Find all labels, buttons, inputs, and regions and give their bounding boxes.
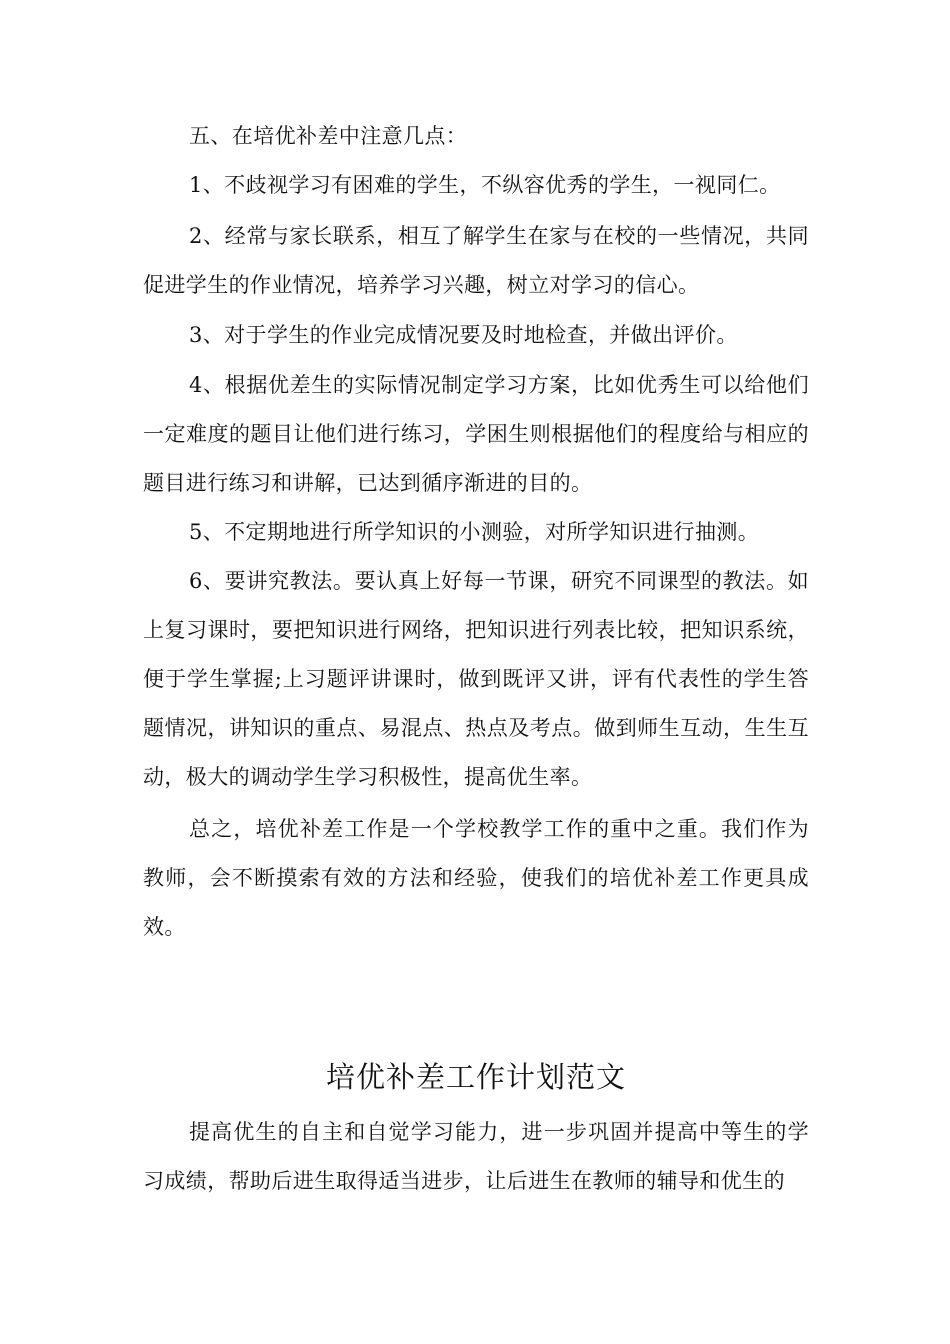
point-4: 4、根据优差生的实际情况制定学习方案，比如优秀生可以给他们一定难度的题目让他们进行练习，学困生则根据他们的程度给与相应的题目进行练习和讲解，已达到循序渐进的目的。 xyxy=(143,373,809,495)
point-6: 6、要讲究教法。要认真上好每一节课，研究不同课型的教法。如上复习课时，要把知识进行网络，把知识进行列表比较，把知识系统，便于学生掌握;上习题评讲课时，做到既评又讲，评有代表性的学生答题情况，讲知识的重点、易混点、热点及考点。做到师生互动，生生互动，极大的调动学生学习积极性，提高优生率。 xyxy=(143,569,809,789)
next-intro-paragraph: 提高优生的自主和自觉学习能力，进一步巩固并提高中等生的学习成绩，帮助后进生取得适当进步，让后进生在教师的辅导和优生的 xyxy=(143,1120,809,1193)
next-document-title: 培优补差工作计划范文 xyxy=(325,1060,626,1094)
section-heading: 五、在培优补差中注意几点： xyxy=(189,124,468,148)
point-5: 5、不定期地进行所学知识的小测验，对所学知识进行抽测。 xyxy=(189,520,760,544)
conclusion-paragraph: 总之，培优补差工作是一个学校教学工作的重中之重。我们作为教师，会不断摸索有效的方法和经验，使我们的培优补差工作更具成效。 xyxy=(143,817,809,939)
point-3: 3、对于学生的作业完成情况要及时地检查，并做出评价。 xyxy=(189,323,738,347)
point-2: 2、经常与家长联系，相互了解学生在家与在校的一些情况，共同促进学生的作业情况，培养学习兴趣，树立对学习的信心。 xyxy=(143,224,809,297)
point-1: 1、不歧视学习有困难的学生，不纵容优秀的学生，一视同仁。 xyxy=(189,173,781,197)
